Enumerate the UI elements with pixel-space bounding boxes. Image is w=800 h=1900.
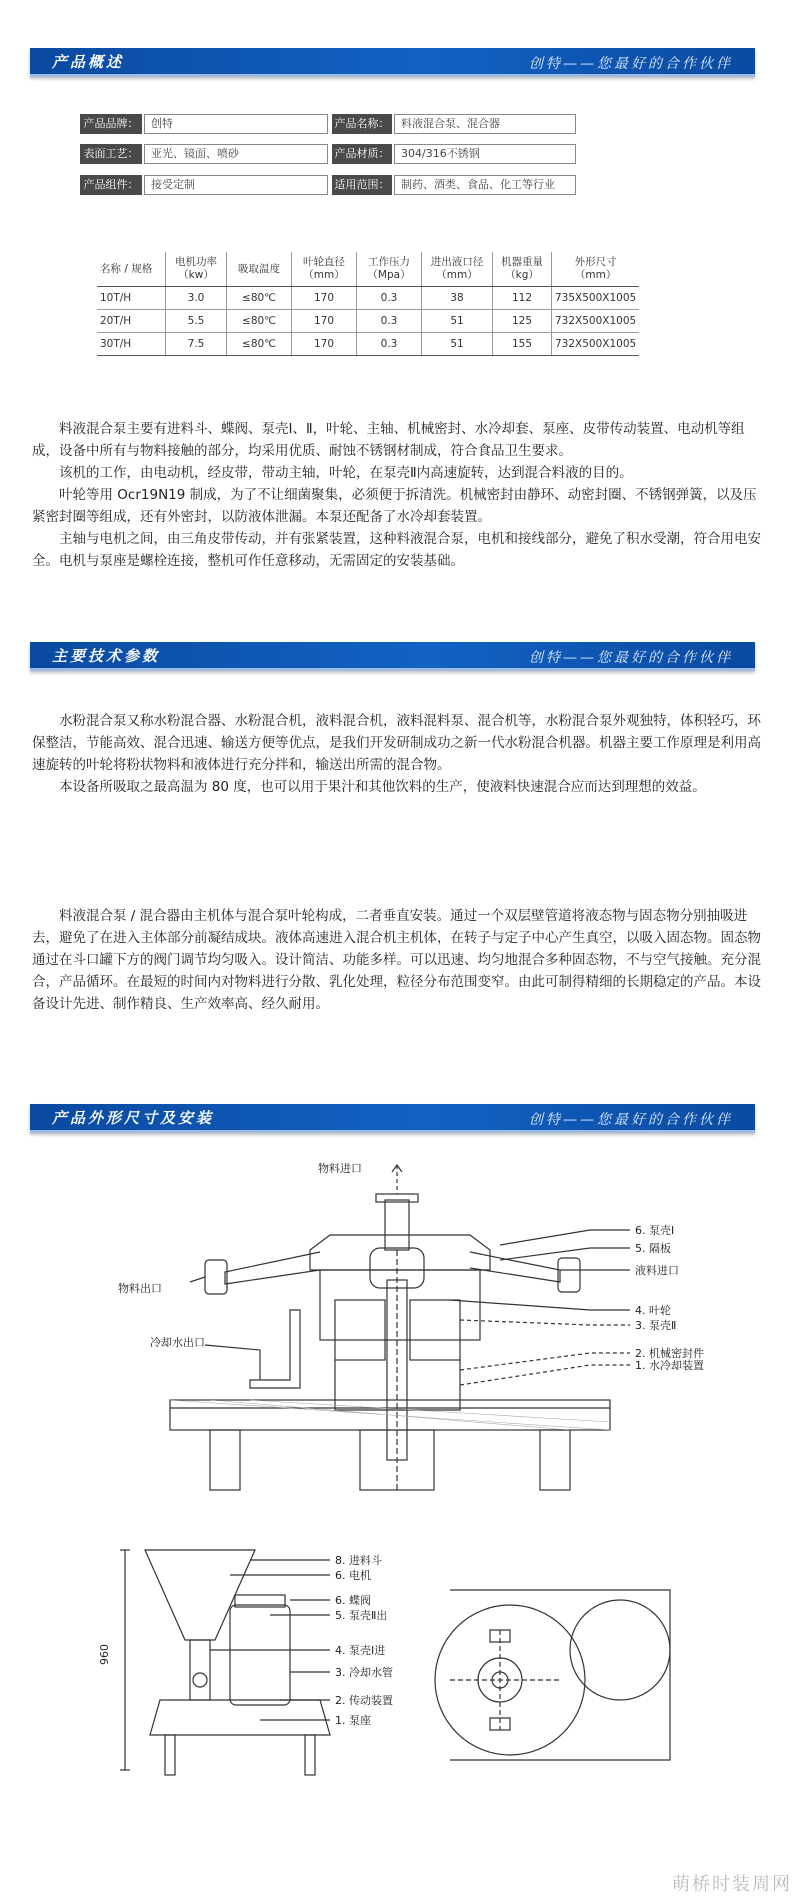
- table-cell: 735X500X1005: [552, 287, 640, 310]
- material-label: 产品材质：: [332, 144, 392, 164]
- label-material-outlet: 物料出口: [118, 1282, 162, 1295]
- table-row: [97, 287, 639, 310]
- label-mechanical-seal: 2. 机械密封件: [635, 1347, 704, 1360]
- col-header: 吸取温度: [227, 252, 292, 287]
- table-cell: 38: [422, 287, 493, 310]
- scope-value: 制药、酒类、食品、化工等行业: [394, 175, 576, 195]
- table-cell: ≤80℃: [227, 287, 292, 310]
- tech-text-2: [32, 905, 762, 1015]
- table-cell: 125: [493, 310, 552, 333]
- col-header: 叶轮直径 （mm）: [292, 252, 357, 287]
- banner-title: 产品外形尺寸及安装: [52, 1109, 215, 1127]
- product-name-label: 产品名称：: [332, 114, 392, 134]
- section-banner-overview: [30, 48, 755, 77]
- label-liquid-inlet: 液料进口: [635, 1264, 679, 1277]
- label-partition: 5. 隔板: [635, 1242, 671, 1255]
- paragraph: 料液混合泵 / 混合器由主机体与混合泵叶轮构成，二者垂直安装。通过一个双层壁管道将液态物与固态物分别抽吸进去，避免了在进入主体部分前凝结成块。液体高速进入混合机主机体，在转子与定子中心产生真空，以吸入固态物。固态物通过在斗口罐下方的阀门调节均匀吸入。设计简洁、功能多样。可以迅速、均匀地混合多种固态物，不与空气接触。充分混合，产品循环。在最短的时间内对物料进行分散、乳化处理，粒径分布范围变窄。由此可制得精细的长期稳定的产品。本设备设计先进、制作精良、生产效率高、经久耐用。: [32, 908, 761, 1012]
- col-header: 机器重量 （kg）: [493, 252, 552, 287]
- mixer-top-view: [435, 1590, 670, 1760]
- technical-drawings: [30, 1160, 770, 1860]
- table-cell: 170: [292, 287, 357, 310]
- label-shell-2-out: 5. 泵壳Ⅱ出: [335, 1609, 388, 1622]
- tech-text: [32, 710, 762, 798]
- table-cell: 30T/H: [97, 333, 166, 356]
- label-transmission: 2. 传动装置: [335, 1694, 393, 1707]
- table-row: [97, 333, 639, 356]
- col-header: 外形尺寸 （mm）: [552, 252, 640, 287]
- banner-slogan: 创特——您最好的合作伙伴: [529, 1112, 733, 1128]
- table-cell: 170: [292, 310, 357, 333]
- label-hopper: 8. 进料斗: [335, 1554, 382, 1567]
- label-impeller: 4. 叶轮: [635, 1304, 671, 1317]
- brand-value: 创特: [144, 114, 328, 134]
- table-row: [97, 310, 639, 333]
- spec-table-header: [97, 252, 639, 287]
- table-cell: 0.3: [357, 333, 422, 356]
- label-motor: 6. 电机: [335, 1569, 371, 1582]
- col-header: 名称 / 规格: [97, 252, 166, 287]
- label-pump-shell-2: 3. 泵壳Ⅱ: [635, 1319, 677, 1332]
- paragraph: 主轴与电机之间，由三角皮带传动，并有张紧装置，这种料液混合泵，电机和接线部分，避免了积水受潮，符合用电安全。电机与泵座是螺栓连接，整机可作任意移动，无需固定的安装基础。: [32, 531, 761, 569]
- label-pump-shell-1: 6. 泵壳Ⅰ: [635, 1224, 675, 1237]
- surface-label: 表面工艺：: [80, 144, 142, 164]
- banner-title: 产品概述: [52, 53, 125, 71]
- table-cell: ≤80℃: [227, 333, 292, 356]
- section-banner-tech: [30, 642, 755, 671]
- component-value: 接受定制: [144, 175, 328, 195]
- watermark: 萌桥时装周网: [672, 1874, 792, 1895]
- table-cell: 170: [292, 333, 357, 356]
- mixer-side-view: [120, 1550, 330, 1775]
- label-height: 960: [98, 1644, 111, 1665]
- table-cell: 112: [493, 287, 552, 310]
- overview-text: [32, 418, 762, 572]
- label-cooling-outlet: 冷却水出口: [150, 1336, 205, 1349]
- product-name-value: 料液混合泵、混合器: [394, 114, 576, 134]
- scope-label: 适用范围：: [332, 175, 392, 195]
- material-value: 304/316不锈钢: [394, 144, 576, 164]
- surface-value: 亚光、镜面、喷砂: [144, 144, 328, 164]
- paragraph: 水粉混合泵又称水粉混合器、水粉混合机，液料混合机，液料混料泵、混合机等，水粉混合泵外观独特，体积轻巧，环保整洁，节能高效、混合迅速、输送方便等优点，是我们开发研制成功之新一代水粉混合机器。机器主要工作原理是利用高速旋转的叶轮将粉状物料和液体进行充分拌和，输送出所需的混合物。: [32, 713, 761, 773]
- table-cell: 3.0: [166, 287, 227, 310]
- col-header: 工作压力 （Mpa）: [357, 252, 422, 287]
- table-cell: 7.5: [166, 333, 227, 356]
- brand-label: 产品品牌：: [80, 114, 142, 134]
- table-cell: 20T/H: [97, 310, 166, 333]
- section-banner-install: [30, 1104, 755, 1133]
- label-cooling-pipe: 3. 冷却水管: [335, 1666, 393, 1679]
- component-label: 产品组件：: [80, 175, 142, 195]
- paragraph: 该机的工作，由电动机，经皮带，带动主轴，叶轮，在泵壳Ⅱ内高速旋转，达到混合料液的目的。: [59, 465, 633, 481]
- table-cell: 732X500X1005: [552, 310, 640, 333]
- table-cell: 732X500X1005: [552, 333, 640, 356]
- table-cell: ≤80℃: [227, 310, 292, 333]
- banner-slogan: 创特——您最好的合作伙伴: [529, 56, 733, 72]
- paragraph: 叶轮等用 Ocr19N19 制成，为了不让细菌聚集，必须便于拆清洗。机械密封由静环、动密封圈、不锈钢弹簧，以及压紧密封圈等组成，还有外密封，以防液体泄漏。本泵还配备了水冷却套装置。: [32, 487, 757, 525]
- table-cell: 0.3: [357, 310, 422, 333]
- banner-title: 主要技术参数: [52, 647, 161, 665]
- label-water-cooling: 1. 水冷却装置: [635, 1359, 704, 1372]
- table-cell: 155: [493, 333, 552, 356]
- col-header: 进出液口径 （mm）: [422, 252, 493, 287]
- table-cell: 51: [422, 310, 493, 333]
- paragraph: 本设备所吸取之最高温为 80 度，也可以用于果汁和其他饮料的生产，使液料快速混合应而达到理想的效益。: [59, 779, 706, 795]
- pump-cross-section: [170, 1165, 630, 1490]
- label-pump-base: 1. 泵座: [335, 1714, 371, 1727]
- paragraph: 料液混合泵主要有进料斗、蝶阀、泵壳Ⅰ、Ⅱ，叶轮、主轴、机械密封、水冷却套、泵座、皮带传动装置、电动机等组成，设备中所有与物料接触的部分，均采用优质、耐蚀不锈钢材制成，符合食品卫生要求。: [32, 421, 745, 459]
- label-shell-1-in: 4. 泵壳Ⅰ进: [335, 1644, 386, 1657]
- label-material-inlet: 物料进口: [318, 1162, 362, 1175]
- table-cell: 0.3: [357, 287, 422, 310]
- col-header: 电机功率 （kw）: [166, 252, 227, 287]
- spec-table: [97, 252, 639, 356]
- table-cell: 5.5: [166, 310, 227, 333]
- banner-slogan: 创特——您最好的合作伙伴: [529, 650, 733, 666]
- table-cell: 10T/H: [97, 287, 166, 310]
- label-butterfly-valve: 6. 蝶阀: [335, 1594, 371, 1607]
- table-cell: 51: [422, 333, 493, 356]
